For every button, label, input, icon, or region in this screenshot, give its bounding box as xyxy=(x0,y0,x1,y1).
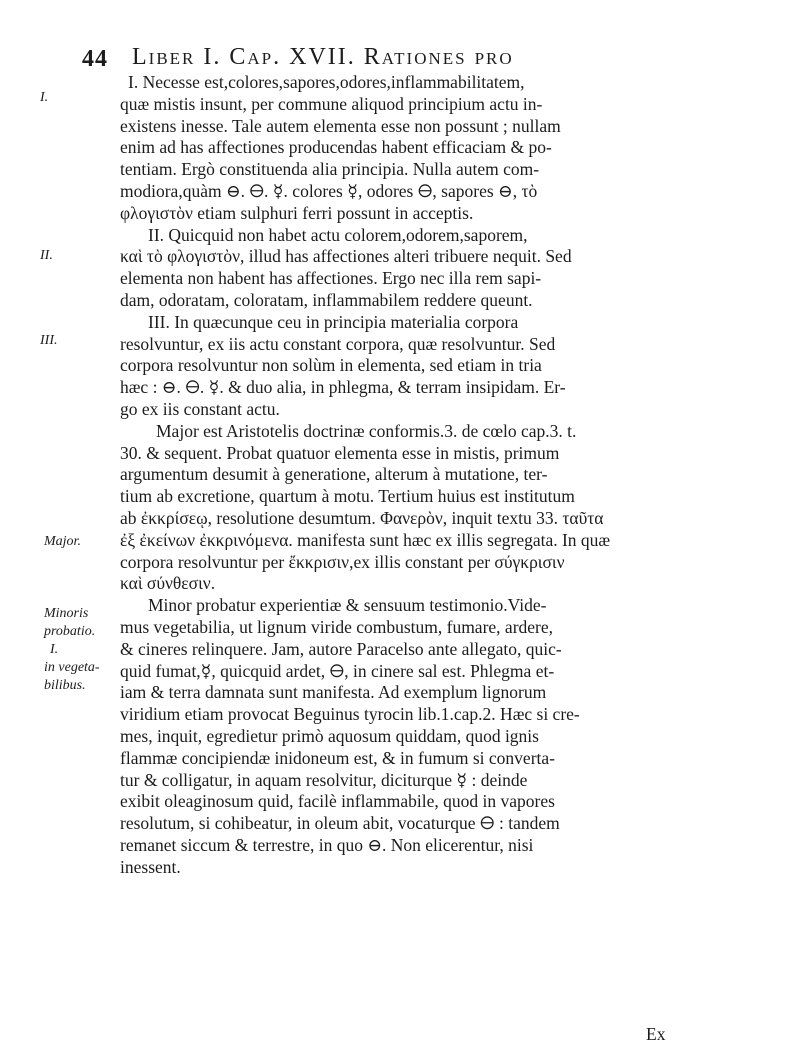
catchword: Ex xyxy=(646,1024,666,1044)
text-line: hæc : ⊖. 🜔. ☿. & duo alia, in phlegma, & terram insipidam. Er- xyxy=(120,377,566,398)
text-line: argumentum desumit à generatione, alterum à mutatione, ter- xyxy=(120,464,548,485)
text-line: remanet siccum & terrestre, in quo ⊖. Non elicerentur, nisi xyxy=(120,834,534,855)
text-line: resolutum, si cohibeatur, in oleum abit, vocaturque 🜔 : tandem xyxy=(120,813,560,834)
text-line: mes, inquit, egredietur primò aquosum quiddam, quod ignis xyxy=(120,725,539,746)
text-line: καὶ σύνθεσιν. xyxy=(120,573,216,594)
text-line: ab ἐκκρίσεῳ, resolutione desumtum. Φανερὸν, inquit textu 33. ταῦτα xyxy=(120,507,604,528)
margin-note: III. xyxy=(40,333,58,348)
text-line: II. Quicquid non habet actu colorem,odorem,saporem, xyxy=(148,224,528,245)
margin-note: in vegeta- xyxy=(44,660,100,675)
text-line: tium ab excretione, quartum à motu. Tertium huius est institutum xyxy=(120,486,575,507)
text-line: ἐξ ἐκείνων ἐκκρινόμενα. manifesta sunt hæc ex illis segregata. In quæ xyxy=(120,529,611,550)
text-line: φλογιστὸν etiam sulphuri ferri possunt in acceptis. xyxy=(120,202,474,223)
text-line: enim ad has affectiones producendas habent efficaciam & po- xyxy=(120,137,552,158)
text-line: resolvuntur, ex iis actu constant corpora, quæ resolvuntur. Sed xyxy=(120,333,556,354)
page-header xyxy=(82,30,702,70)
margin-note: bilibus. xyxy=(44,678,86,693)
text-line: dam, odoratam, coloratam, inflammabilem reddere queunt. xyxy=(120,289,533,310)
text-line: tur & colligatur, in aquam resolvitur, diciturque ☿ : deinde xyxy=(120,769,528,790)
text-line: & cineres relinquere. Jam, autore Paracelso ante allegato, quic- xyxy=(120,638,562,659)
main-text xyxy=(120,72,680,878)
running-head: Liber I. Cap. XVII. Rationes pro xyxy=(132,44,514,70)
text-line: mus vegetabilia, ut lignum viride combustum, fumare, ardere, xyxy=(120,616,554,637)
text-line: καὶ τὸ φλογιστὸν, illud has affectiones alteri tribuere nequit. Sed xyxy=(120,246,572,267)
text-line: tentiam. Ergò constituenda alia principia. Nulla autem com- xyxy=(120,159,540,180)
text-line: III. In quæcunque ceu in principia materialia corpora xyxy=(148,311,519,332)
text-line: quid fumat,☿, quicquid ardet, 🜔, in cinere sal est. Phlegma et- xyxy=(120,660,555,681)
text-line: exibit oleaginosum quid, facilè inflammabile, quod in vapores xyxy=(120,791,555,812)
text-line: elementa non habent has affectiones. Ergo nec illa rem sapi- xyxy=(120,268,542,289)
text-line: modiora,quàm ⊖. 🜔. ☿. colores ☿, odores 🜔, sapores ⊖, τὸ xyxy=(120,180,538,201)
text-line: corpora resolvuntur non solùm in elementa, sed etiam in tria xyxy=(120,355,542,376)
text-line: go ex iis constant actu. xyxy=(120,398,280,419)
text-line: existens inesse. Tale autem elementa esse non possunt ; nullam xyxy=(120,115,561,136)
margin-note: I. xyxy=(40,90,49,105)
text-line: flammæ concipiendæ inidoneum est, & in fumum si converta- xyxy=(120,747,555,768)
text-line: Minor probatur experientiæ & sensuum testimonio.Vide- xyxy=(148,595,547,616)
margin-note: I. xyxy=(50,642,59,657)
text-line: iam & terra damnata sunt manifesta. Ad exemplum lignorum xyxy=(120,682,547,703)
margin-notes xyxy=(0,0,110,1058)
text-line: inessent. xyxy=(120,856,181,877)
margin-note: Major. xyxy=(44,534,81,549)
page-number: 44 xyxy=(82,46,108,72)
margin-note: II. xyxy=(40,248,53,263)
margin-note: probatio. xyxy=(44,624,96,639)
margin-note: Minoris xyxy=(44,606,89,621)
text-line: quæ mistis insunt, per commune aliquod principium actu in- xyxy=(120,93,543,114)
text-line: viridium etiam provocat Beguinus tyrocin lib.1.cap.2. Hæc si cre- xyxy=(120,704,580,725)
text-line: I. Necesse est,colores,sapores,odores,inflammabilitatem, xyxy=(128,72,525,92)
text-line: Major est Aristotelis doctrinæ conformis.3. de cœlo cap.3. t. xyxy=(156,420,577,441)
text-line: corpora resolvuntur per ἔκκρισιν,ex illis constant per σύγκρισιν xyxy=(120,551,565,572)
text-line: 30. & sequent. Probat quatuor elementa esse in mistis, primum xyxy=(120,442,560,463)
